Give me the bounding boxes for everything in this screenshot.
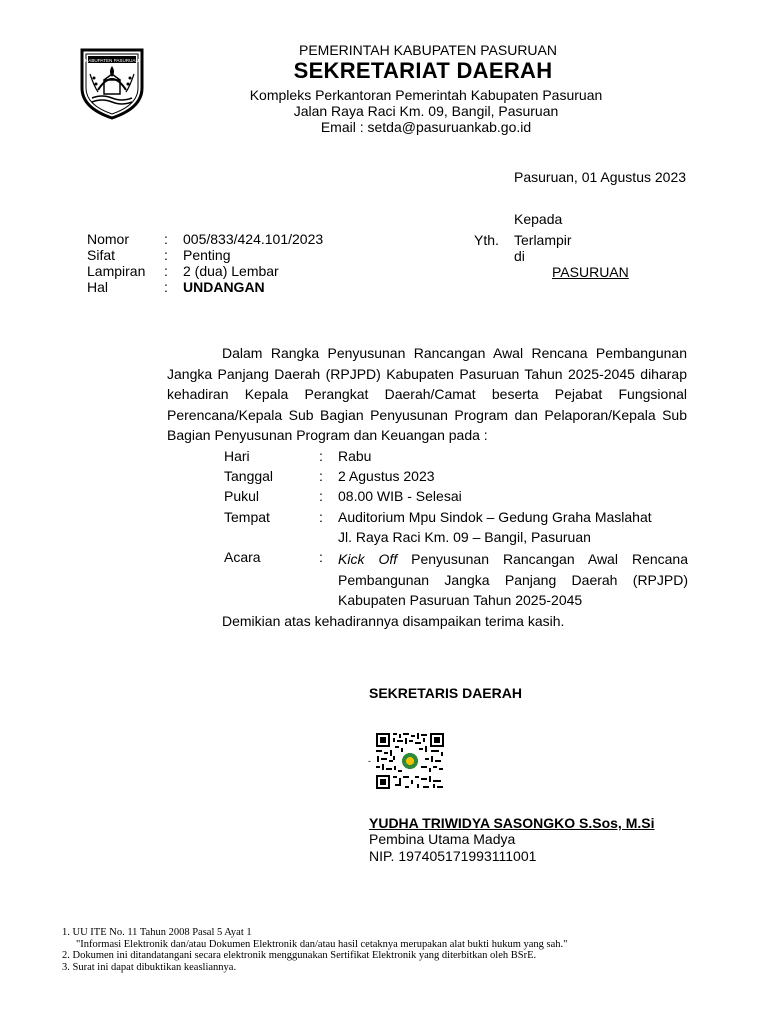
meta-label: Nomor	[87, 231, 130, 247]
meta-value: 2 (dua) Lembar	[183, 263, 279, 279]
meta-label: Lampiran	[87, 263, 146, 279]
detail-colon: :	[319, 488, 323, 504]
signature-title: SEKRETARIS DAERAH	[369, 685, 522, 701]
emblem-banner-text: KABUPATEN PASURUAN	[85, 58, 139, 63]
detail-colon: :	[319, 549, 323, 565]
body-paragraph-text: Dalam Rangka Penyusunan Rancangan Awal Rencana Pembangunan Jangka Panjang Daerah (RPJPD) Kabupaten Pasuruan Tahun 2025-2045 diharap kehadiran Kepala Perangkat Daerah/Camat beserta Pejabat Fungsional Perencana/Kepala Sub Bagian Penyusunan Program dan Pelaporan/Kepala Sub Bagian Penyusunan Program dan Keuangan pada :	[167, 345, 687, 444]
detail-value: Jl. Raya Raci Km. 09 – Bangil, Pasuruan	[338, 529, 591, 545]
footnote-2: 2. Dokumen ini ditandatangani secara elektronik menggunakan Sertifikat Elektronik yang diterbitkan oleh BSrE.	[62, 950, 537, 961]
address-line-2: Jalan Raya Raci Km. 09, Bangil, Pasuruan	[293, 103, 559, 119]
detail-value: Rabu	[338, 448, 372, 464]
signer-rank: Pembina Utama Madya	[369, 831, 516, 847]
meta-value: 005/833/424.101/2023	[183, 231, 324, 247]
detail-value: 2 Agustus 2023	[338, 468, 435, 484]
recipient-kepada: Kepada	[514, 211, 563, 227]
meta-colon: :	[164, 263, 168, 279]
detail-value: Auditorium Mpu Sindok – Gedung Graha Maslahat	[338, 509, 652, 525]
meta-colon: :	[164, 247, 168, 263]
recipient-name: Terlampir	[514, 232, 572, 248]
acara-italic: Kick Off	[338, 551, 398, 567]
detail-value: 08.00 WIB - Selesai	[338, 488, 462, 504]
qr-code-icon	[375, 732, 445, 790]
meta-colon: :	[164, 279, 168, 295]
signer-nip: NIP. 197405171993111001	[369, 848, 537, 864]
government-name: PEMERINTAH KABUPATEN PASURUAN	[298, 42, 557, 58]
detail-colon: :	[319, 509, 323, 525]
recipient-di: di	[514, 248, 525, 264]
meta-value: Penting	[183, 247, 231, 263]
detail-label: Hari	[224, 448, 250, 464]
recipient-place: PASURUAN	[552, 264, 629, 280]
acara-text	[338, 549, 688, 611]
detail-label: Acara	[224, 549, 261, 565]
detail-label: Tempat	[224, 509, 270, 525]
meta-colon: :	[164, 231, 168, 247]
office-title: SEKRETARIAT DAERAH	[293, 58, 553, 83]
signature-dash: -	[368, 756, 371, 766]
email-line: Email : setda@pasuruankab.go.id	[320, 119, 532, 135]
detail-colon: :	[319, 468, 323, 484]
place-date: Pasuruan, 01 Agustus 2023	[514, 169, 687, 185]
footnote-1-quote: "Informasi Elektronik dan/atau Dokumen Elektronik dan/atau hasil cetaknya merupakan alat bukti hukum yang sah."	[76, 938, 568, 950]
footnotes	[62, 927, 567, 973]
address-line-1: Kompleks Perkantoran Pemerintah Kabupaten Pasuruan	[249, 87, 603, 103]
meta-label: Hal	[87, 279, 109, 295]
meta-label: Sifat	[87, 247, 116, 263]
recipient-yth: Yth.	[474, 232, 499, 248]
footnote-1: 1. UU ITE No. 11 Tahun 2008 Pasal 5 Ayat 1	[62, 927, 252, 938]
footnote-3: 3. Surat ini dapat dibuktikan keasliannya.	[62, 961, 237, 973]
detail-label: Pukul	[224, 488, 260, 504]
body-paragraph	[167, 343, 687, 446]
acara-rest: Penyusunan Rancangan Awal Rencana Pembangunan Jangka Panjang Daerah (RPJPD) Kabupaten Pasuruan Tahun 2025-2045	[338, 551, 689, 609]
signer-name: YUDHA TRIWIDYA SASONGKO S.Sos, M.Si	[369, 815, 655, 831]
meta-value: UNDANGAN	[183, 279, 265, 295]
closing-line: Demikian atas kehadirannya disampaikan terima kasih.	[222, 613, 565, 629]
detail-colon: :	[319, 448, 323, 464]
detail-label: Tanggal	[224, 468, 274, 484]
